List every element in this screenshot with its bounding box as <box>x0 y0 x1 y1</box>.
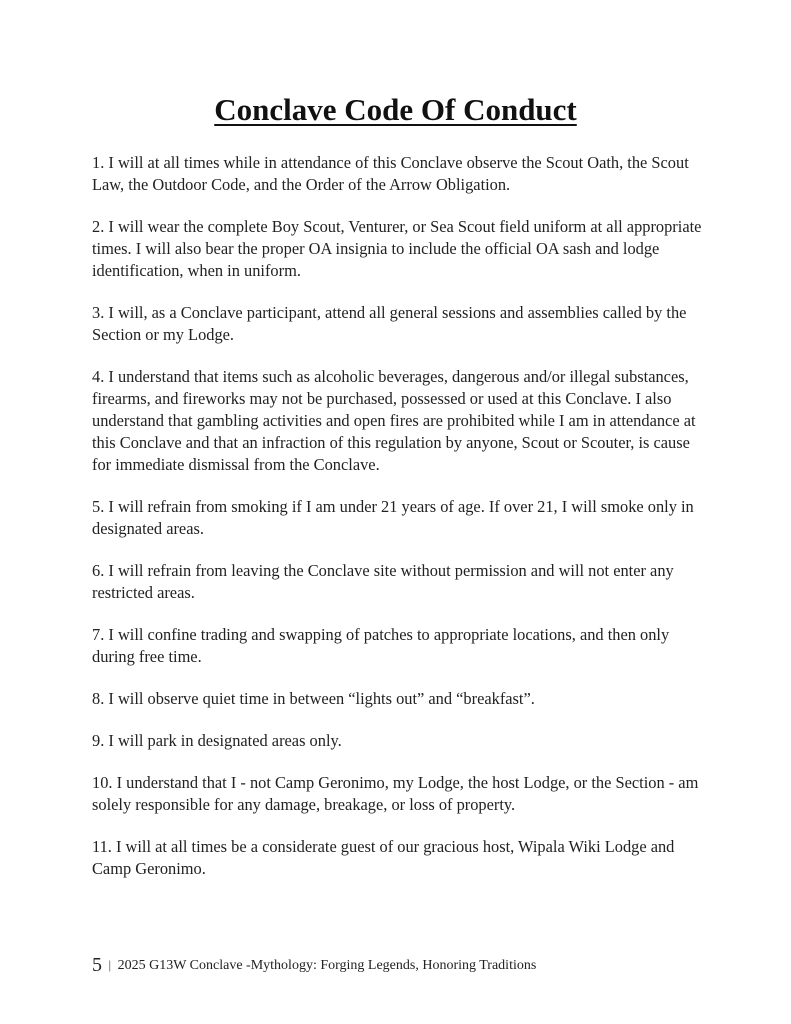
rule-item: 7. I will confine trading and swapping of patches to appropriate locations, and then only during free time. <box>92 625 670 666</box>
page-footer <box>92 954 712 977</box>
rule-item: 2. I will wear the complete Boy Scout, Venturer, or Sea Scout field uniform at all appropriate times. I will also bear the proper OA insignia to include the official OA sash and lodge identification, when in uniform. <box>92 217 702 280</box>
rule-item: 6. I will refrain from leaving the Conclave site without permission and will not enter any restricted areas. <box>92 561 674 602</box>
rule-item: 8. I will observe quiet time in between “lights out” and “breakfast”. <box>92 689 535 708</box>
rule-item: 3. I will, as a Conclave participant, attend all general sessions and assemblies called by the Section or my Lodge. <box>92 303 687 344</box>
rules-list <box>92 152 707 900</box>
rule-item: 9. I will park in designated areas only. <box>92 731 342 750</box>
footer-separator: | <box>108 957 112 972</box>
rule-item: 10. I understand that I - not Camp Geronimo, my Lodge, the host Lodge, or the Section - am solely responsible for any damage, breakage, or loss of property. <box>92 773 699 814</box>
rule-item: 5. I will refrain from smoking if I am under 21 years of age. If over 21, I will smoke only in designated areas. <box>92 497 694 538</box>
rule-item: 11. I will at all times be a considerate guest of our gracious host, Wipala Wiki Lodge and Camp Geronimo. <box>92 837 675 878</box>
rule-item: 1. I will at all times while in attendance of this Conclave observe the Scout Oath, the Scout Law, the Outdoor Code, and the Order of the Arrow Obligation. <box>92 153 689 194</box>
footer-text: 2025 G13W Conclave -Mythology: Forging Legends, Honoring Traditions <box>117 958 537 973</box>
rule-item: 4. I understand that items such as alcoholic beverages, dangerous and/or illegal substances, firearms, and fireworks may not be purchased, possessed or used at this Conclave. I also understand that gambling activities and open fires are prohibited while I am in attendance at this Conclave and that an infraction of this regulation by anyone, Scout or Scouter, is cause for immediate dismissal from the Conclave. <box>92 367 696 474</box>
page-title: Conclave Code Of Conduct <box>214 92 577 127</box>
page-number: 5 <box>92 954 102 976</box>
